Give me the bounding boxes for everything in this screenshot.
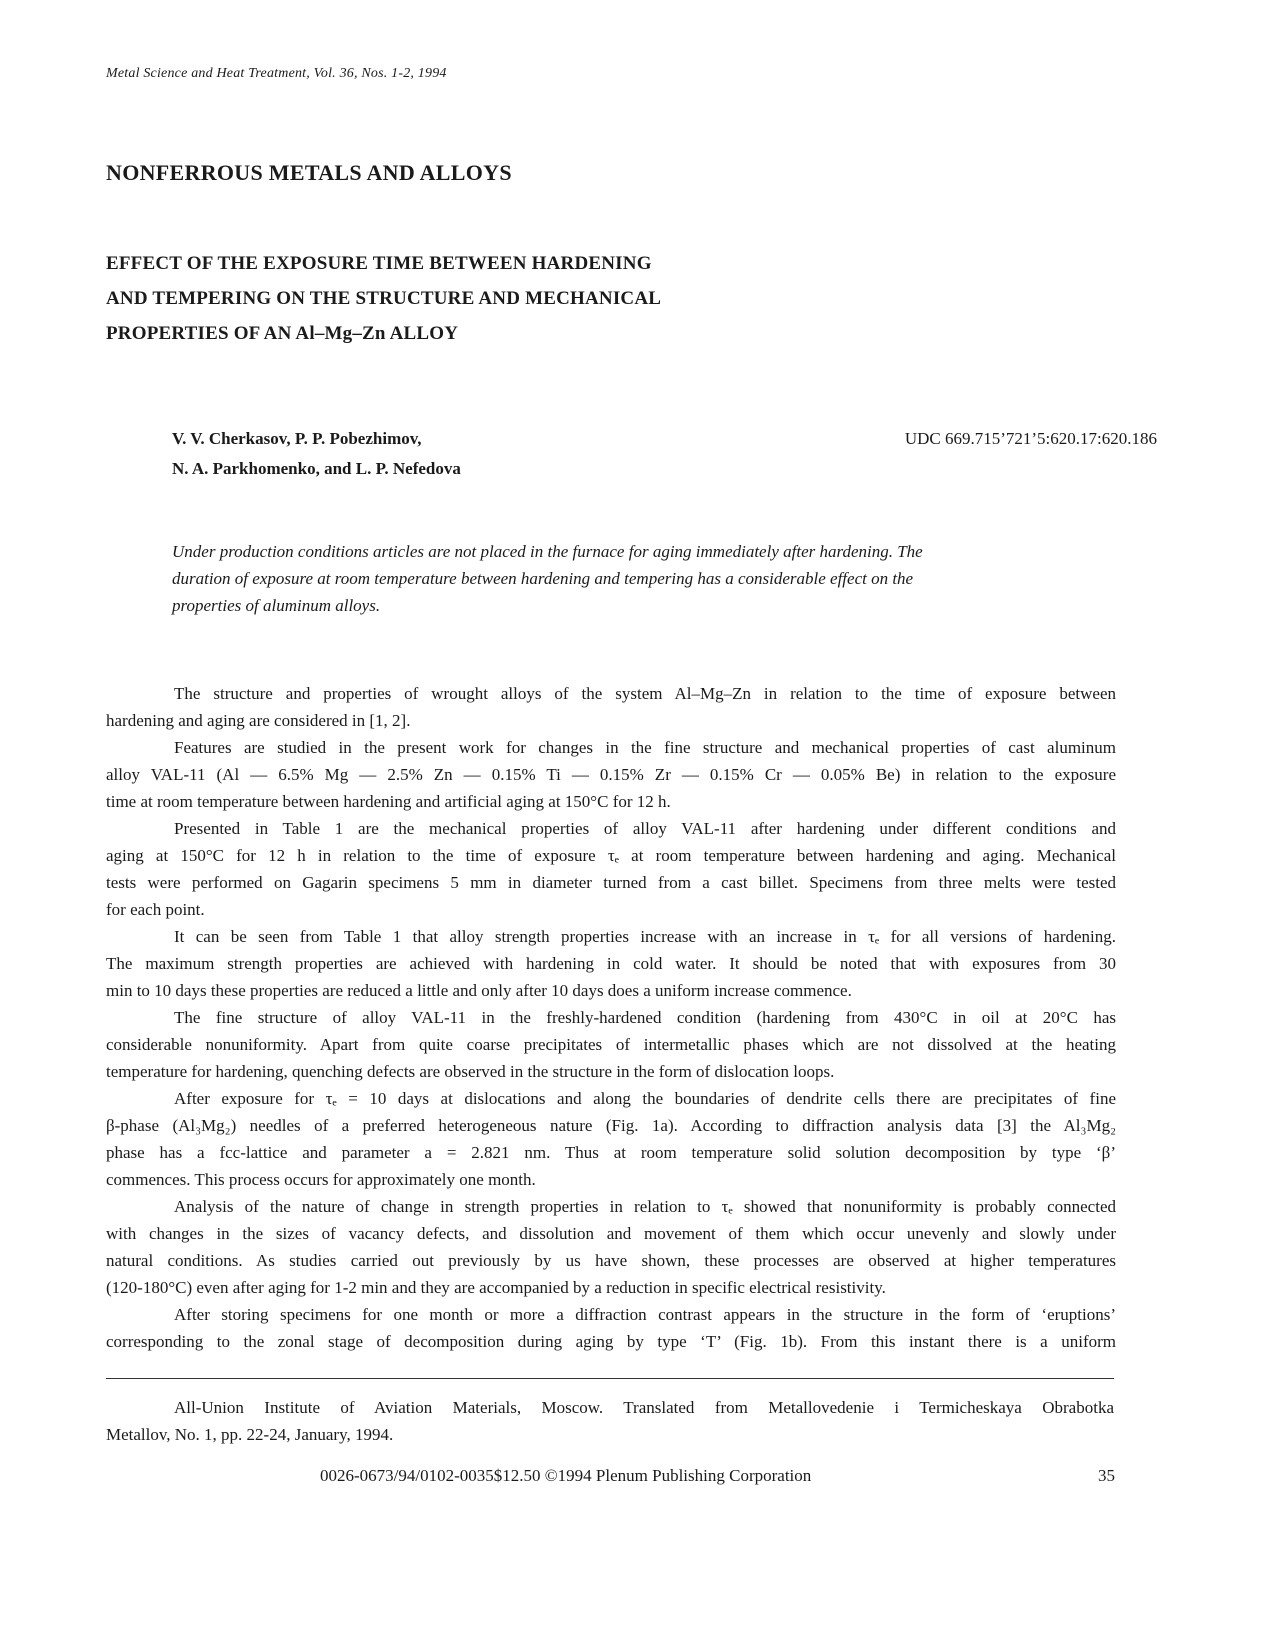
paragraph (106, 1004, 1116, 1085)
text-line: Features are studied in the present work for changes in the fine structure and mechanical properties of cast aluminum (174, 738, 1116, 757)
text-line: The maximum strength properties are achieved with hardening in cold water. It should be noted that with exposures from 30 (106, 954, 1116, 973)
abstract-line: properties of aluminum alloys. (172, 596, 381, 615)
text-line: β-phase (Al₃Mg₂) needles of a preferred heterogeneous nature (Fig. 1a). According to diffraction analysis data [3] the Al₃Mg₂ (106, 1116, 1116, 1135)
title-line: AND TEMPERING ON THE STRUCTURE AND MECHANICAL (106, 288, 662, 309)
author-line: V. V. Cherkasov, P. P. Pobezhimov, (172, 429, 422, 448)
paragraph (106, 1193, 1116, 1301)
text-line: alloy VAL-11 (Al — 6.5% Mg — 2.5% Zn — 0.15% Ti — 0.15% Zr — 0.15% Cr — 0.05% Be) in relation to the exposure (106, 765, 1116, 784)
text-line: corresponding to the zonal stage of decomposition during aging by type ‘T’ (Fig. 1b). From this instant there is a uniform (106, 1332, 1116, 1351)
paragraph (106, 1301, 1116, 1355)
text-line: min to 10 days these properties are reduced a little and only after 10 days does a uniform increase commence. (106, 981, 852, 1000)
text-line: After exposure for τₑ = 10 days at dislocations and along the boundaries of dendrite cells there are precipitates of fine (174, 1089, 1116, 1108)
text-line: for each point. (106, 900, 205, 919)
text-line: commences. This process occurs for approximately one month. (106, 1170, 536, 1189)
text-line: After storing specimens for one month or more a diffraction contrast appears in the structure in the form of ‘eruptions’ (174, 1305, 1116, 1324)
text-line: It can be seen from Table 1 that alloy strength properties increase with an increase in τₑ for all versions of hardening. (174, 927, 1116, 946)
text-line: Presented in Table 1 are the mechanical properties of alloy VAL-11 after hardening under different conditions and (174, 819, 1116, 838)
article-title (106, 246, 886, 351)
title-line: PROPERTIES OF AN Al–Mg–Zn ALLOY (106, 323, 459, 344)
footnote-divider (106, 1378, 1114, 1379)
udc-code: UDC 669.715’721’5:620.17:620.186 (904, 429, 1157, 448)
abstract-line: Under production conditions articles are not placed in the furnace for aging immediately after hardening. The (172, 542, 923, 561)
paragraph (106, 1085, 1116, 1193)
paragraph (106, 923, 1116, 1004)
text-line: with changes in the sizes of vacancy defects, and dissolution and movement of them which occur unevenly and slowly under (106, 1224, 1116, 1243)
section-heading: NONFERROUS METALS AND ALLOYS (106, 160, 512, 185)
author-list (172, 424, 461, 484)
footnote-line: Metallov, No. 1, pp. 22-24, January, 1994. (106, 1425, 394, 1444)
abstract (172, 538, 1122, 619)
page-number: 35 (1098, 1466, 1115, 1485)
text-line: aging at 150°C for 12 h in relation to the time of exposure τₑ at room temperature between hardening and aging. Mechanical (106, 846, 1116, 865)
title-line: EFFECT OF THE EXPOSURE TIME BETWEEN HARDENING (106, 253, 652, 274)
footnote-line: All-Union Institute of Aviation Materials, Moscow. Translated from Metallovedenie i Termicheskaya Obrabotka (174, 1398, 1114, 1417)
author-line: N. A. Parkhomenko, and L. P. Nefedova (172, 459, 461, 478)
text-line: The fine structure of alloy VAL-11 in the freshly-hardened condition (hardening from 430°C in oil at 20°C has (174, 1008, 1116, 1027)
text-line: phase has a fcc-lattice and parameter a = 2.821 nm. Thus at room temperature solid solution decomposition by type ‘β’ (106, 1143, 1116, 1162)
text-line: temperature for hardening, quenching defects are observed in the structure in the form of dislocation loops. (106, 1062, 835, 1081)
paragraph (106, 815, 1116, 923)
text-line: The structure and properties of wrought alloys of the system Al–Mg–Zn in relation to the time of exposure between (174, 684, 1116, 703)
paragraph (106, 680, 1116, 734)
text-line: considerable nonuniformity. Apart from quite coarse precipitates of intermetallic phases which are not dissolved at the heating (106, 1035, 1116, 1054)
body-text (106, 680, 1116, 1355)
paragraph (106, 734, 1116, 815)
publisher-line: 0026-0673/94/0102-0035$12.50 ©1994 Plenum Publishing Corporation (320, 1466, 812, 1485)
text-line: (120-180°C) even after aging for 1-2 min and they are accompanied by a reduction in specific electrical resistivity. (106, 1278, 886, 1297)
text-line: tests were performed on Gagarin specimens 5 mm in diameter turned from a cast billet. Specimens from three melts were tested (106, 873, 1116, 892)
journal-citation: Metal Science and Heat Treatment, Vol. 36, Nos. 1-2, 1994 (106, 66, 447, 81)
text-line: time at room temperature between hardening and artificial aging at 150°C for 12 h. (106, 792, 671, 811)
text-line: hardening and aging are considered in [1, 2]. (106, 711, 411, 730)
footnote (106, 1394, 1114, 1448)
abstract-line: duration of exposure at room temperature between hardening and tempering has a considerable effect on the (172, 569, 914, 588)
text-line: natural conditions. As studies carried out previously by us have shown, these processes are observed at higher temperatures (106, 1251, 1116, 1270)
text-line: Analysis of the nature of change in strength properties in relation to τₑ showed that nonuniformity is probably connected (174, 1197, 1116, 1216)
